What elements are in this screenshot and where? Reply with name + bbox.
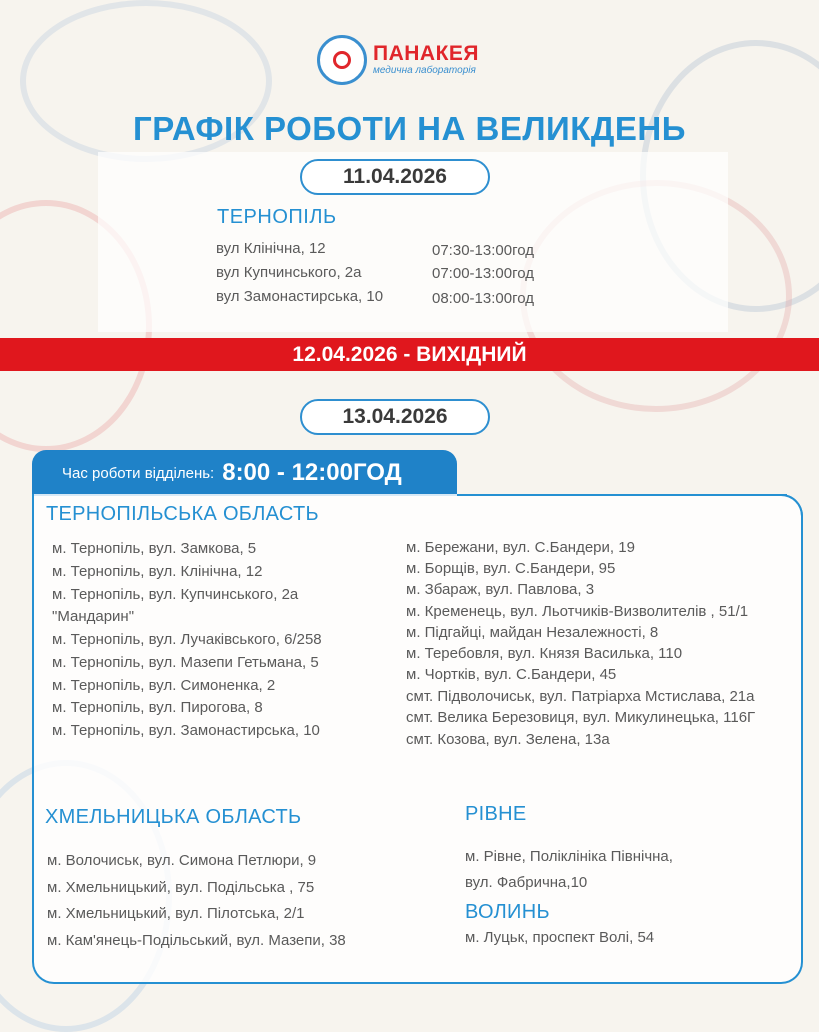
branch-address: м. Бережани, вул. С.Бандери, 19	[406, 539, 635, 556]
hours-value: 8:00 - 12:00ГОД	[222, 459, 402, 486]
branch-address: м. Тернопіль, вул. Купчинського, 2а	[52, 586, 299, 603]
rivne-title: РІВНЕ	[465, 803, 527, 825]
branch-address: м. Чортків, вул. С.Бандери, 45	[406, 666, 617, 683]
branch-address: м. Кам'янець-Подільський, вул. Мазепи, 38	[47, 932, 346, 949]
page-title: ГРАФІК РОБОТИ НА ВЕЛИКДЕНЬ	[133, 110, 686, 147]
card-border-corner	[770, 494, 803, 527]
hours-label: Час роботи відділень:	[62, 464, 215, 482]
day1-hours: 07:00-13:00год	[432, 265, 534, 282]
day1-date-badge: 11.04.2026	[300, 159, 490, 195]
branch-address: смт. Козова, вул. Зелена, 13а	[406, 731, 610, 748]
day1-address: вул Замонастирська, 10	[216, 288, 384, 305]
day-off-banner: 12.04.2026 - ВИХІДНИЙ	[0, 338, 819, 371]
branch-address: смт. Велика Березовиця, вул. Микулинецька, 116Г	[406, 709, 756, 726]
branch-address: м. Хмельницький, вул. Пілотська, 2/1	[47, 905, 305, 922]
branch-address: м. Тернопіль, вул. Замкова, 5	[52, 540, 257, 557]
day3-date-badge: 13.04.2026	[300, 399, 490, 435]
card-border	[457, 494, 787, 496]
ternopil-region-title: ТЕРНОПІЛЬСЬКА ОБЛАСТЬ	[46, 503, 319, 525]
branch-address: м. Кременець, вул. Льотчиків-Визволителів , 51/1	[406, 603, 749, 620]
branch-address: м. Тернопіль, вул. Мазепи Гетьмана, 5	[52, 654, 319, 671]
logo-mark-icon	[317, 35, 367, 85]
branch-address: смт. Підволочиськ, вул. Патріарха Мстислава, 21а	[406, 688, 755, 705]
brand-logo	[317, 34, 479, 86]
branch-address: м. Теребовля, вул. Князя Василька, 110	[406, 645, 683, 662]
branch-address: м. Волочиськ, вул. Симона Петлюри, 9	[47, 852, 317, 869]
branch-address: м. Тернопіль, вул. Замонастирська, 10	[52, 722, 320, 739]
day1-city-title: ТЕРНОПІЛЬ	[217, 206, 337, 228]
branch-address: м. Хмельницький, вул. Подільська , 75	[47, 879, 315, 896]
branch-address: м. Борщів, вул. С.Бандери, 95	[406, 560, 616, 577]
day1-address: вул Клінічна, 12	[216, 240, 326, 257]
branch-address: м. Підгайці, майдан Незалежності, 8	[406, 624, 659, 641]
branch-address: м. Тернопіль, вул. Пирогова, 8	[52, 699, 263, 716]
branch-address: вул. Фабрична,10	[465, 874, 588, 891]
brand-name: ПАНАКЕЯ	[373, 42, 480, 65]
branch-address: м. Тернопіль, вул. Симоненка, 2	[52, 677, 276, 694]
working-hours-tab	[32, 450, 457, 496]
branch-address: м. Збараж, вул. Павлова, 3	[406, 581, 595, 598]
brand-subtitle: медична лабораторія	[373, 65, 476, 76]
day1-hours: 08:00-13:00год	[432, 290, 534, 307]
day1-address: вул Купчинського, 2а	[216, 264, 362, 281]
branch-address: "Мандарин"	[52, 608, 135, 625]
khmelnytskyi-region-title: ХМЕЛЬНИЦЬКА ОБЛАСТЬ	[45, 806, 302, 828]
branch-address: м. Рівне, Поліклініка Північна,	[465, 848, 673, 865]
branch-address: м. Тернопіль, вул. Лучаківського, 6/258	[52, 631, 322, 648]
branch-address: м. Луцьк, проспект Волі, 54	[465, 929, 655, 946]
volyn-title: ВОЛИНЬ	[465, 901, 550, 923]
branch-address: м. Тернопіль, вул. Клінічна, 12	[52, 563, 263, 580]
day1-hours: 07:30-13:00год	[432, 242, 534, 259]
